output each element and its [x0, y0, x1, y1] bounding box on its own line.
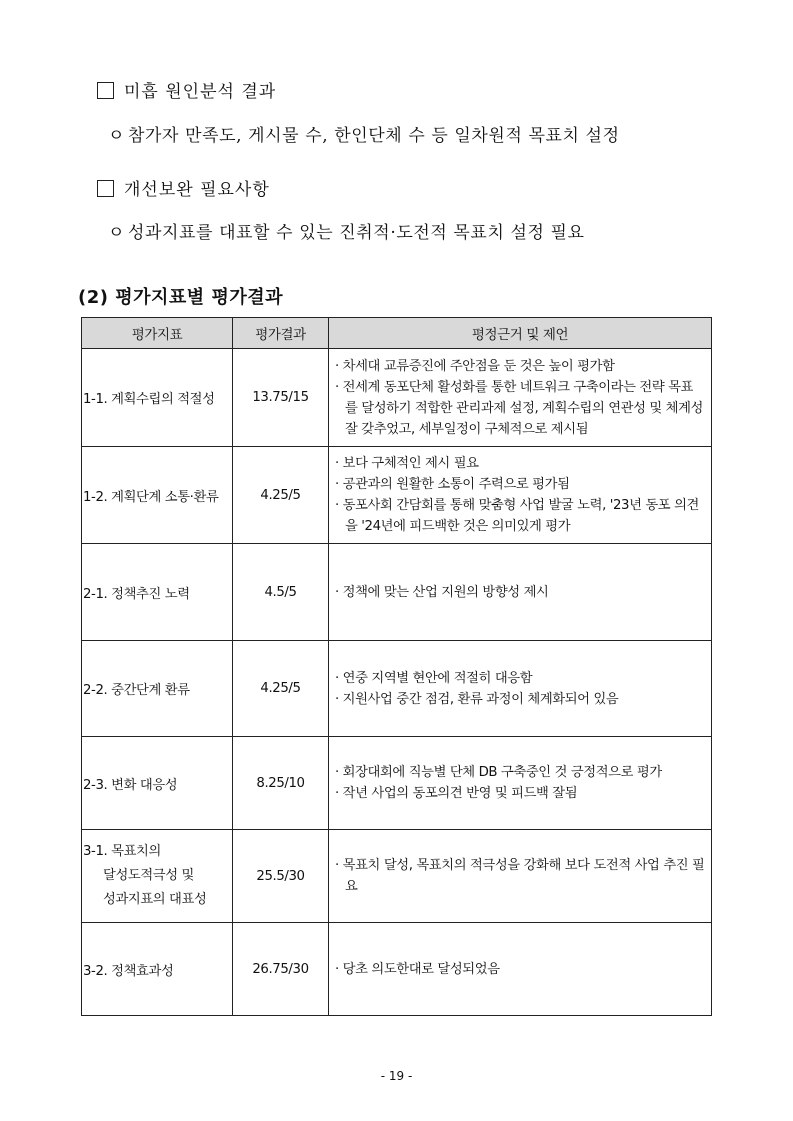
bullet-text: 참가자 만족도, 게시물 수, 한인단체 수 등 일차원적 목표치 설정 — [128, 126, 620, 146]
heading-cause-analysis — [97, 77, 276, 102]
basis-cell — [329, 349, 712, 447]
table-row — [82, 830, 712, 923]
indicator-line: 성과지표의 대표성 — [103, 892, 207, 907]
column-header: 평정근거 및 제언 — [329, 318, 712, 349]
table-header-row — [82, 318, 712, 349]
indicator-cell — [82, 830, 233, 923]
bullet-item — [108, 218, 585, 243]
basis-item: · 연중 지역별 현안에 적절히 대응함 — [335, 670, 533, 686]
column-header: 평가지표 — [82, 318, 233, 349]
column-header: 평가결과 — [233, 318, 329, 349]
table-row — [82, 349, 712, 447]
section-title: (2) 평가지표별 평가결과 — [78, 287, 284, 308]
result-cell: 26.75/30 — [233, 923, 329, 1016]
basis-cell — [329, 544, 712, 641]
indicator-cell: 3-2. 정책효과성 — [82, 923, 233, 1016]
heading-improvement — [97, 175, 270, 200]
result-cell: 8.25/10 — [233, 737, 329, 830]
bullet-text: 성과지표를 대표할 수 있는 진취적·도전적 목표치 설정 필요 — [128, 223, 585, 243]
result-cell: 4.25/5 — [233, 447, 329, 544]
result-cell: 4.5/5 — [233, 544, 329, 641]
result-cell: 13.75/15 — [233, 349, 329, 447]
basis-item: · 회장대회에 직능별 단체 DB 구축중인 것 긍정적으로 평가 — [335, 765, 662, 780]
basis-item: · 작년 사업의 동포의견 반영 및 피드백 잘됨 — [335, 786, 578, 801]
basis-item: · 정책에 맞는 산업 지원의 방향성 제시 — [335, 584, 549, 600]
bullet-mark: ㅇ — [108, 126, 126, 146]
page-number: - 19 - — [380, 1069, 413, 1083]
basis-item: · 목표치 달성, 목표치의 적극성을 강화해 보다 도전적 사업 추진 필요 — [335, 858, 705, 894]
basis-item: · 전세계 동포단체 활성화를 통한 네트워크 구축이라는 전략 목표를 달성하기 적합한 관리과제 설정, 계획수립의 연관성 및 체계성 잘 갖추었고, 세부일정이 구체적으로 제시됨 — [335, 379, 704, 437]
heading-text: 미흡 원인분석 결과 — [124, 82, 277, 102]
basis-item: · 지원사업 중간 점검, 환류 과정이 체계화되어 있음 — [335, 691, 619, 707]
evaluation-table — [81, 317, 712, 1016]
table-row — [82, 641, 712, 737]
indicator-cell: 2-1. 정책추진 노력 — [82, 544, 233, 641]
bullet-item — [108, 121, 620, 146]
basis-cell — [329, 447, 712, 544]
heading-text: 개선보완 필요사항 — [124, 180, 270, 200]
table-row — [82, 447, 712, 544]
basis-cell — [329, 923, 712, 1016]
indicator-cell: 1-1. 계획수립의 적절성 — [82, 349, 233, 447]
basis-cell — [329, 641, 712, 737]
basis-item: · 차세대 교류증진에 주안점을 둔 것은 높이 평가함 — [335, 358, 615, 374]
checkbox-square-icon — [97, 82, 114, 99]
basis-cell — [329, 737, 712, 830]
indicator-cell: 1-2. 계획단계 소통·환류 — [82, 447, 233, 544]
indicator-cell: 2-2. 중간단계 환류 — [82, 641, 233, 737]
indicator-cell: 2-3. 변화 대응성 — [82, 737, 233, 830]
indicator-line: 3-1. 목표치의 — [83, 844, 161, 859]
indicator-line: 달성도적극성 및 — [103, 868, 194, 883]
bullet-mark: ㅇ — [108, 223, 126, 243]
table-row — [82, 737, 712, 830]
table-row — [82, 923, 712, 1016]
basis-item: · 보다 구체적인 제시 필요 — [335, 456, 479, 471]
result-cell: 25.5/30 — [233, 830, 329, 923]
result-cell: 4.25/5 — [233, 641, 329, 737]
basis-cell — [329, 830, 712, 923]
basis-item: · 동포사회 간담회를 통해 맞춤형 사업 발굴 노력, '23년 동포 의견을 '24년에 피드백한 것은 의미있게 평가 — [335, 498, 699, 534]
basis-item: · 당초 의도한대로 달성되었음 — [335, 961, 500, 977]
table-row — [82, 544, 712, 641]
checkbox-square-icon — [97, 180, 114, 197]
basis-item: · 공관과의 원활한 소통이 주력으로 평가됨 — [335, 477, 570, 492]
